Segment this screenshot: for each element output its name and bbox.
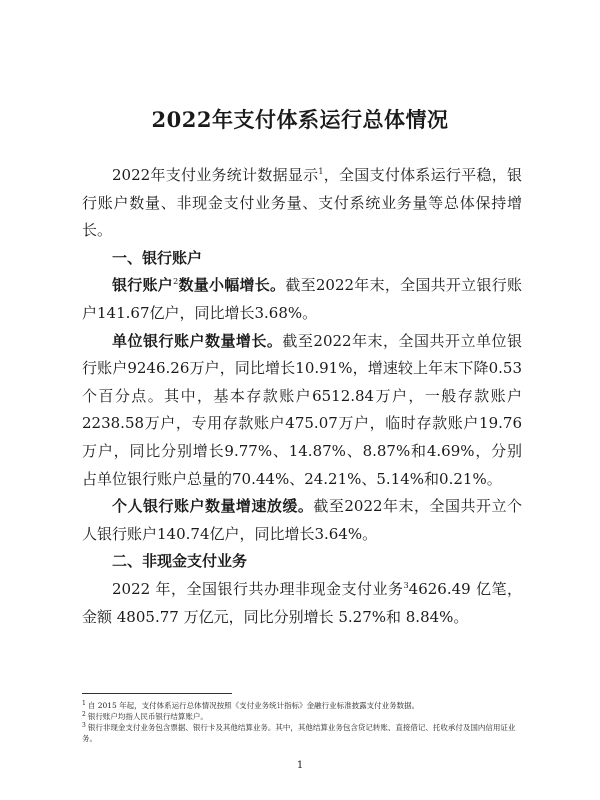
footnote-text: 银行账户均指人民币银行结算账户。 [87,712,208,721]
footnote-item [82,722,522,744]
footnote-item [82,700,522,711]
footnotes [82,700,522,744]
footnote-text: 自 2015 年起，支付体系运行总体情况按照《支付业务统计指标》金融行业标准披露支付业务数据。 [87,701,420,710]
paragraph-noncash [82,576,522,631]
intro-text-b: ，全国支付体系运行平稳，银行账户数量、非现金支付业务量、支付系统业务量等总体保持增长。 [82,166,522,240]
document-body [82,162,522,631]
footnote-divider [82,693,232,694]
footnote-text: 银行非现金支付业务包含票据、银行卡及其他结算业务。其中，其他结算业务包含贷记转账、直接借记、托收承付及国内信用证业务。 [82,723,516,743]
intro-text-a: 2022年支付业务统计数据显示 [112,166,319,184]
footnote-number: 1 [82,699,86,707]
lead-bank-accounts-b: 数量小幅增长。 [178,276,286,295]
text-bank-accounts: 截至2022年末，全国共开立银行账户141.67亿户，同比增长3.68%。 [82,276,522,322]
lead-personal-accounts: 个人银行账户数量增速放缓。 [112,497,314,516]
section-heading-noncash: 二、非现金支付业务 [112,552,248,571]
footnote-item [82,711,522,722]
footnote-ref-1[interactable]: 1 [318,167,324,176]
noncash-text-b: 4626.49 亿笔，金额 4805.77 万亿元，同比分别增长 5.27%和 8.84%。 [82,579,522,626]
paragraph-bank-accounts [82,272,522,327]
text-personal-accounts: 截至2022年末，全国共开立个人银行账户140.74亿户，同比增长3.64%。 [82,497,522,543]
footnote-ref-2[interactable]: 2 [173,277,179,287]
page-number: 1 [296,760,304,771]
text-unit-accounts: 截至2022年末，全国共开立单位银行账户9246.26万户，同比增长10.91%，增速较上年末下降0.53个百分点。其中，基本存款账户6512.84万户，一般存款账户2238.58万户，专用存款账户475.07万户，临时存款账户19.76万户，同比分别增长9.77%、14.87%、8.87%和4.69%，分别占单位银行账户总量的70.44%、24.21%、5.14%和0.21%。 [82,331,522,488]
paragraph-unit-accounts [82,328,522,494]
noncash-text-a: 2022 年，全国银行共办理非现金支付业务 [112,579,404,598]
footnote-ref-3[interactable]: 3 [403,580,409,590]
lead-bank-accounts-a: 银行账户 [112,276,174,295]
footnote-number: 2 [82,710,86,718]
section-heading-bank-accounts: 一、银行账户 [112,248,203,267]
intro-paragraph [82,162,522,245]
document-title: 2022年支付体系运行总体情况 [151,107,449,132]
footnote-number: 3 [82,721,86,729]
paragraph-personal-accounts [82,493,522,548]
lead-unit-accounts: 单位银行账户数量增长。 [112,331,283,350]
